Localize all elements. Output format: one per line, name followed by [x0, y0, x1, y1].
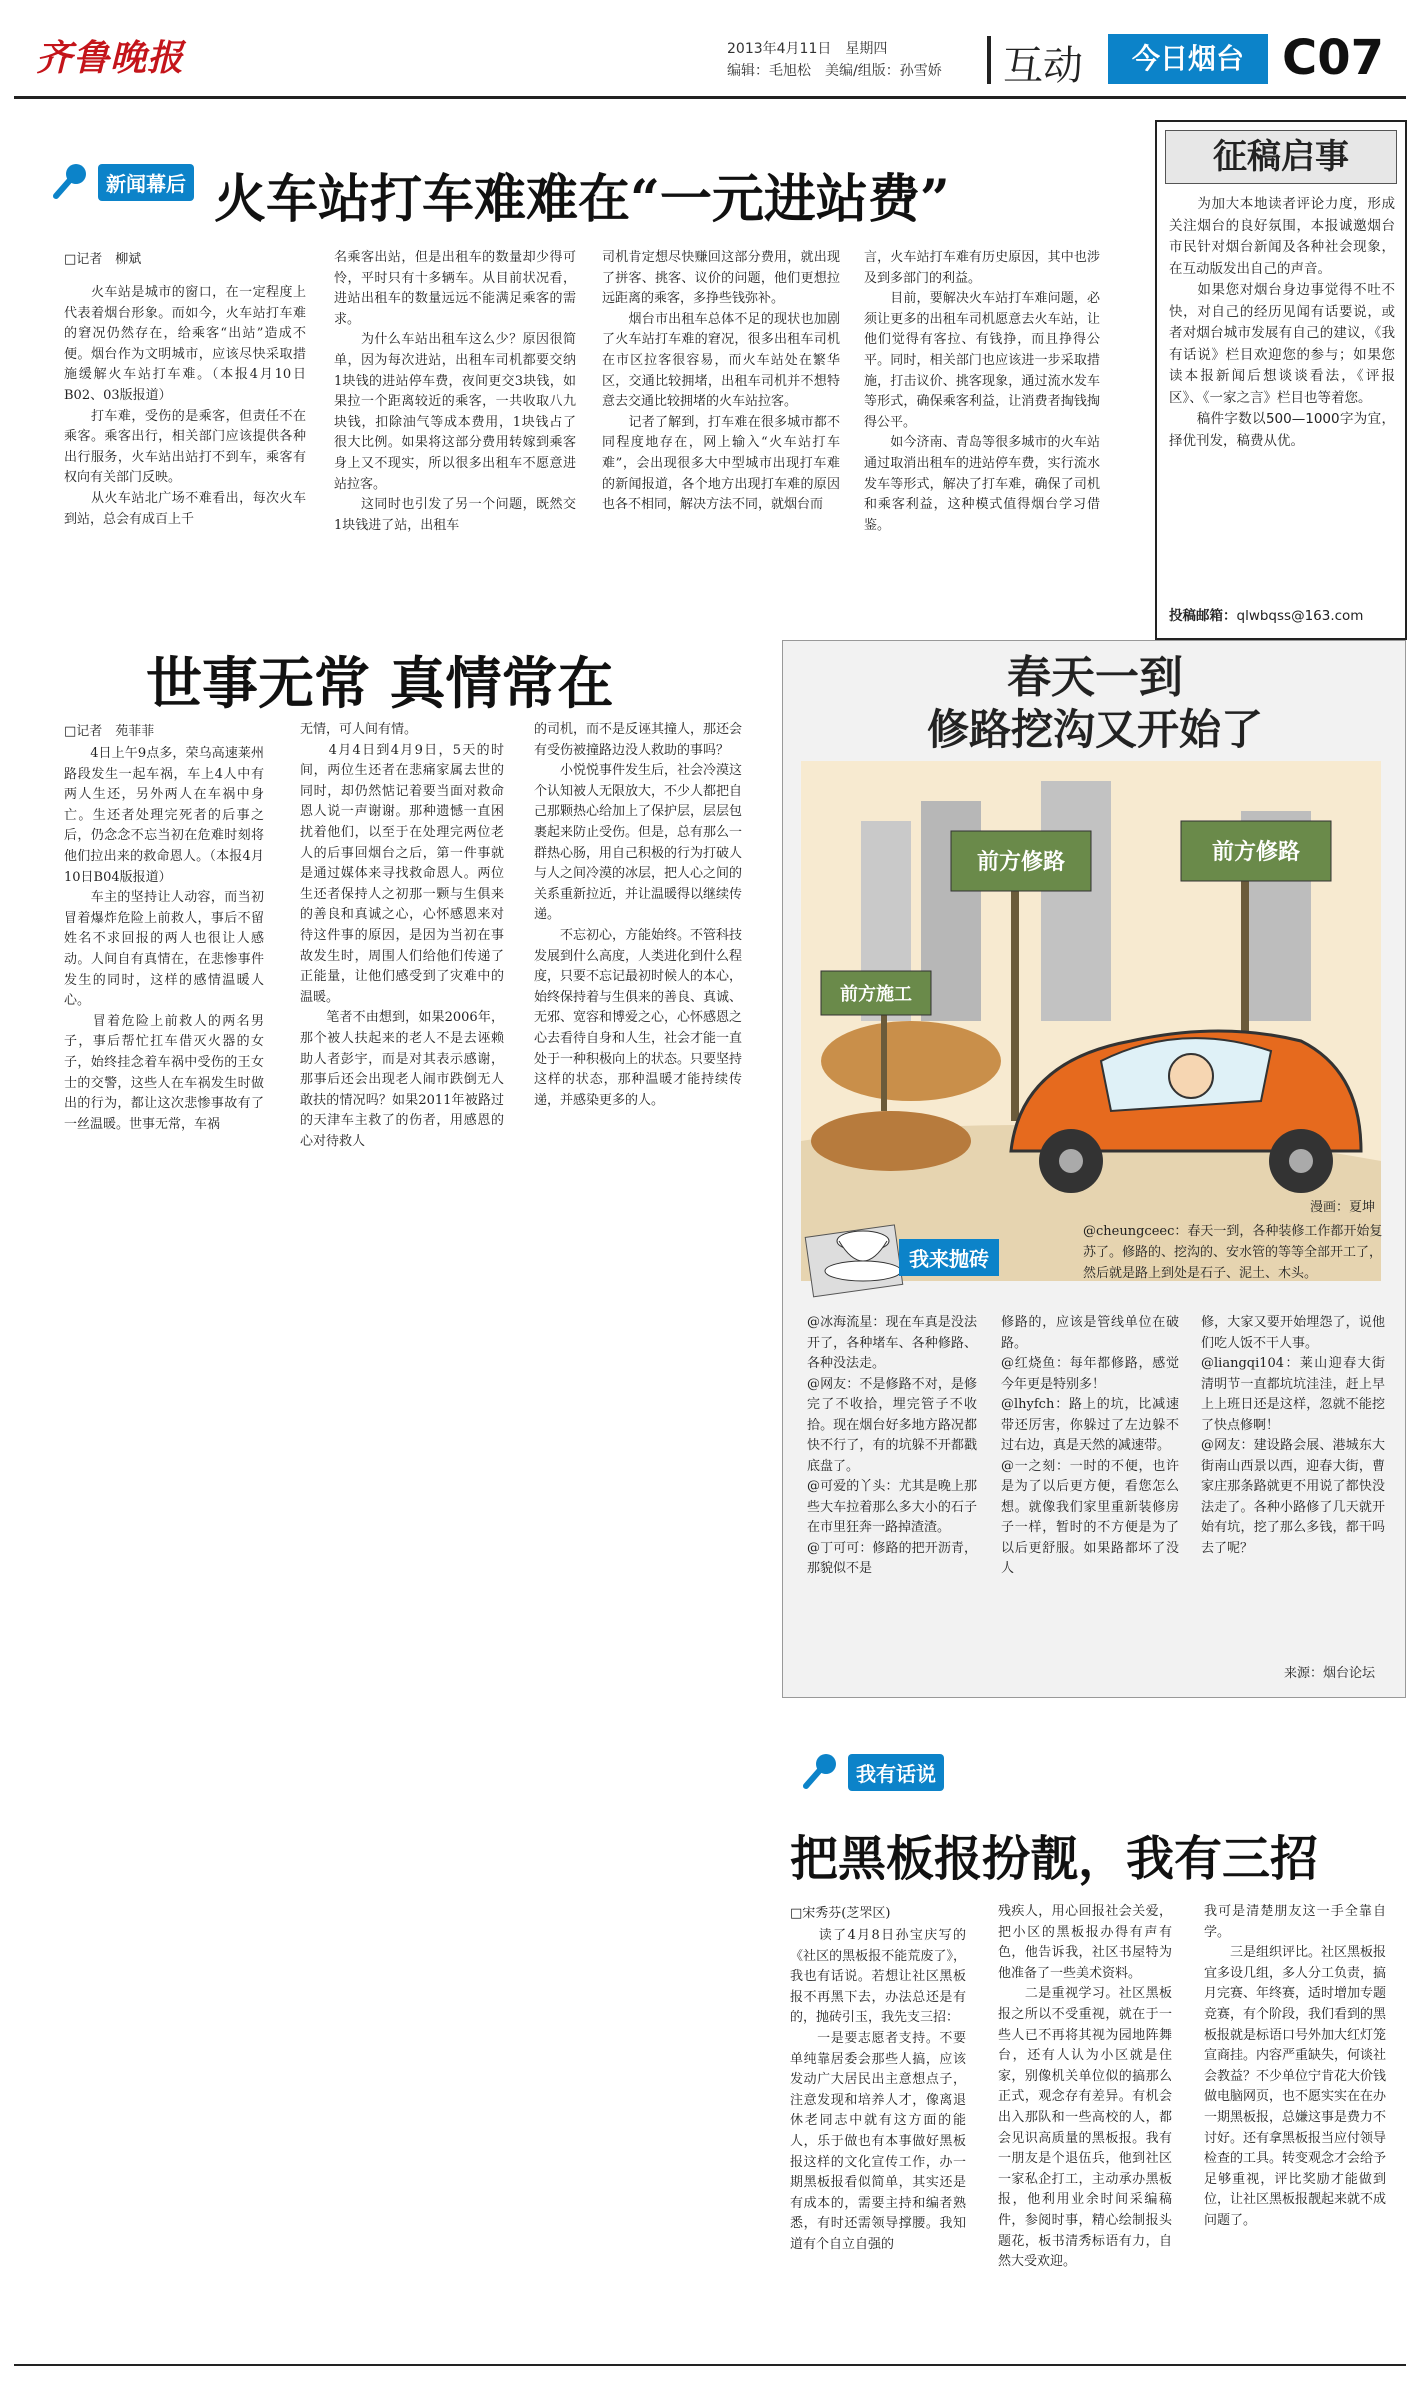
cartoon-illustration: [801, 721, 1381, 1281]
article2-column-1: 4日上午9点多，荣乌高速莱州路段发生一起车祸，车上4人中有两人生还，另外两人在车祸中身亡。生还者处理完死者的后事之后，仍念念不忘当初在危难时刻将他们拉出来的救命恩人。（本报4月10日B04版报道） 车主的坚持让人动容，而当初冒着爆炸危险上前救人，事后不留姓名不求回报的两人也很让人感动。人间自有真情在，在悲惨事件发生的同时，这样的感情温暖人心。 冒着危险上前救人的两名男子，事后帮忙扛车借灭火器的女子，始终挂念着车祸中受伤的王女士的交警，这些人在车祸发生时做出的行为，都让这次悲惨事故有了一丝温暖。世事无常，车祸: [64, 746, 264, 1132]
header-divider: [987, 36, 991, 84]
email-address[interactable]: qlwbqss@163.com: [1236, 608, 1364, 624]
comment-source: 来源：烟台论坛: [1283, 1666, 1375, 1681]
article2-column-2: 无情，可人间有情。 4月4日到4月9日，5天的时间，两位生还者在悲痛家属去世的同时，却仍然惦记着要当面对救命恩人说一声谢谢。那种遗憾一直困扰着他们，以至于在处理完两位老人的后事回烟台之后，第一件事就是通过媒体来寻找救命恩人。两位生还者保持人之初那一颗与生俱来的善良和真诚之心，心怀感恩来对待这件事的原因，是因为当初在事故发生时，周围人们给他们传递了正能量，让他们感受到了灾难中的温暖。 笔者不由想到，如果2006年，那个被人扶起来的老人不是去诬赖助人者彭宇，而是对其表示感谢，那事后还会出现老人闹市跌倒无人敢扶的情况吗？如果2011年被路过的天津车主救了的伤者，用感恩的心对待救人: [300, 722, 504, 1149]
road-sign-3: 前方施工: [840, 984, 912, 1005]
article1-byline: □记者 柳斌: [64, 252, 142, 267]
article3-column-1: 读了4月8日孙宝庆写的《社区的黑板报不能荒废了》，我也有话说。若想让社区黑板报不再黑下去，办法总还是有的，抛砖引玉，我先支三招： 一是要志愿者支持。不要单纯靠居委会那些人搞，应该发动广大居民出主意想点子，注意发现和培养人才，像离退休老同志中就有这方面的能人，乐于做也有本事做好黑板报这样的文化宣传工作，办一期黑板报看似简单，其实还是有成本的，需要主持和编者熟悉，有时还需领导撑腰。我知道有个自立自强的: [790, 1928, 966, 2252]
article3-headline: 把黑板报扮靓，我有三招: [790, 1831, 1319, 1887]
microphone-icon: [50, 160, 94, 204]
issue-date: 2013年4月11日 星期四: [727, 41, 888, 57]
lead-comment: @cheungceec：春天一到，各种装修工作都开始复苏了。修路的、挖沟的、安水管的等等全部开工了，然后就是路上到处是石子、泥土、木头。: [1083, 1224, 1383, 1281]
comment-column-2: 修路的，应该是管线单位在破路。 @红烧鱼：每年都修路，感觉今年更是特别多！ @lhyfch：路上的坑，比减速带还厉害，你躲过了左边躲不过右边，真是天然的减速带。 @一之刻：一时的不便，也许是为了以后更方便，看您怎么想。就像我们家里重新装修房子一样，暂时的不方便是为了以后更舒服。如果路都坏了没人: [1001, 1315, 1179, 1576]
brick-tag-label: 我来抛砖: [899, 1239, 999, 1276]
article2-headline: 世事无常 真情常在: [146, 651, 614, 717]
article1-column-4: 言，火车站打车难有历史原因，其中也涉及到多部门的利益。 目前，要解决火车站打车难问题，必须让更多的出租车司机愿意去火车站，让他们觉得有客拉、有钱挣，而且挣得公平。同时，相关部门也应该进一步采取措施，打击议价、挑客现象，通过流水发车等形式，确保乘客利益，让消费者掏钱掏得公平。 如今济南、青岛等很多城市的火车站通过取消出租车的进站停车费，实行流水发车等形式，解决了打车难，确保了司机和乘客利益，这种模式值得烟台学习借鉴。: [864, 250, 1100, 533]
article3-byline: □宋秀芬(芝罘区): [790, 1906, 891, 1921]
notice-title: 征稿启事: [1165, 130, 1397, 184]
section-name: 互动: [1003, 43, 1083, 89]
article1-headline: 火车站打车难难在“一元进站费”: [214, 169, 950, 230]
article1-column-2: 名乘客出站，但是出租车的数量却少得可怜，平时只有十多辆车。从目前状况看，进站出租车的数量远远不能满足乘客的需求。 为什么车站出租车这么少？原因很简单，因为每次进站，出租车司机都要交纳1块钱的进站停车费，夜间更交3块钱，如果拉一个距离较近的乘客，一共收取八九块钱，扣除油气等成本费用，1块钱占了很大比例。如果将这部分费用转嫁到乘客身上又不现实，所以很多出租车不愿意进站拉客。 这同时也引发了另一个问题，既然交1块钱进了站，出租车: [334, 250, 576, 533]
editors-credit: 编辑：毛旭松 美编/组版：孙雪娇: [727, 63, 942, 79]
notice-email: [1169, 604, 1363, 624]
cartoon-title-line1: 春天一到: [1007, 652, 1183, 703]
tag-i-have-words: [800, 1750, 944, 1794]
notice-body: 为加大本地读者评论力度，形成关注烟台的良好氛围，本报诚邀烟台市民针对烟台新闻及各种社会现象，在互动版发出自己的声音。 如果您对烟台身边事觉得不吐不快，对自己的经历见闻有话要说，或者对烟台城市发展有自己的建议，《我有话说》栏目欢迎您的参与；如果您读本报新闻后想谈谈看法，《评报区》、《一家之言》栏目也等着您。 稿件字数以500—1000字为宜，择优刊发，稿费从优。: [1169, 196, 1395, 449]
comment-column-3: 修，大家又要开始埋怨了，说他们吃人饭不干人事。 @liangqi104：莱山迎春大街清明节一直都坑坑洼洼，赶上早上上班日还是这样，忽就不能挖了快点修啊！ @网友：建设路会展、港城东大街南山西景以西，迎春大街，曹家庄那条路就更不用说了都快没法走了。各种小路修了几天就开始有坑，挖了那么多钱，都干吗去了呢？: [1201, 1315, 1385, 1556]
article3-column-3: 我可是清楚朋友这一手全靠自学。 三是组织评比。社区黑板报宜多设几组，多人分工负责，搞月完赛、年终赛，适时增加专题竞赛，有个阶段，我们看到的黑板报就是标语口号外加大红灯笼宣商挂。内容严重缺失，何谈社会教益？不少单位宁肯花大价钱做电脑网页，也不愿实实在在办一期黑板报，总嫌这事是费力不讨好。还有拿黑板报当应付领导检查的工具。转变观念才会给予足够重视，评比奖励才能做到位，让社区黑板报靓起来就不成问题了。: [1204, 1904, 1386, 2228]
cartoon-credit: 漫画：夏坤: [1309, 1200, 1375, 1215]
microphone-icon: [800, 1750, 844, 1794]
car-hubcap-front: [1059, 1149, 1083, 1173]
article1-column-1: 火车站是城市的窗口，在一定程度上代表着烟台形象。而如今，火车站打车难的窘况仍然存在，给乘客“出站”造成不便。烟台作为文明城市，应该尽快采取措施缓解火车站打车难。（本报4月10日B02、03版报道） 打车难，受伤的是乘客，但责任不在乘客。乘客出行，相关部门应该提供各种出行服务，火车站出站打不到车，乘客有权向有关部门反映。 从火车站北广场不难看出，每次火车到站，总会有成百上千: [64, 285, 306, 527]
masthead: [0, 0, 1417, 100]
page-number: C07: [1282, 30, 1385, 86]
building-3: [1041, 781, 1111, 1021]
road-sign-1: 前方修路: [976, 850, 1066, 875]
cartoon-title-line2: 修路挖沟又开始了: [926, 705, 1263, 754]
tag-label: 新闻幕后: [98, 164, 194, 201]
dirt-mound-1: [821, 1021, 1001, 1101]
footer-rule: [14, 2364, 1406, 2366]
article2-column-3: 的司机，而不是反诬其撞人，那还会有受伤被撞路边没人救助的事吗？ 小悦悦事件发生后，社会冷漠这个认知被人无限放大，不少人都把自己那颗热心给加上了保护层，层层包裹起来防止受伤。但是，总有那么一群热心肠，用自己积极的行为打破人与人之间冷漠的冰层，把人心之间的关系重新拉近，并让温暖得以继续传递。 不忘初心，方能始终。不管科技发展到什么高度，人类进化到什么程度，只要不忘记最初时候人的本心，始终保持着与生俱来的善良、真诚、无邪、宽容和博爱之心，心怀感恩之心去看待自身和人生，社会才能一直处于一种积极向上的状态。只要坚持这样的状态，那种温暖才能持续传递，并感染更多的人。: [534, 722, 742, 1108]
brick-tag: [803, 1201, 993, 1311]
comment-column-1: @冰海流星：现在车真是没法开了，各种堵车、各种修路、各种没法走。 @网友：不是修路不对，是修完了不收拾，埋完管子不收拾。现在烟台好多地方路况都快不行了，有的坑躲不开都戳底盘了。 @可爱的丫头：尤其是晚上那些大车拉着那么多大小的石子在市里狂奔一路掉渣渣。 @丁可可：修路的把开沥青，那貌似不是: [807, 1315, 977, 1576]
article1-column-3: 司机肯定想尽快赚回这部分费用，就出现了拼客、挑客、议价的问题，他们更想拉远距离的乘客，多挣些钱弥补。 烟台市出租车总体不足的现状也加剧了火车站打车难的窘况，很多出租车司机在市区拉客很容易，而火车站处在繁华区，交通比较拥堵，出租车司机并不想特意去交通比较拥堵的火车站拉客。 记者了解到，打车难在很多城市都不同程度地存在，网上输入“火车站打车难”，会出现很多大中型城市出现打车难的新闻报道，各个地方出现打车难的原因也各不相同，解决方法不同，就烟台而: [602, 250, 840, 513]
tag-news-behind: [50, 160, 194, 204]
call-for-papers-box: [1155, 120, 1407, 640]
car-driver: [1169, 1054, 1213, 1098]
masthead-rule: [14, 96, 1406, 99]
email-label: 投稿邮箱：: [1169, 608, 1237, 624]
forum-box: [782, 640, 1406, 1698]
article3-column-2: 残疾人，用心回报社会关爱，把小区的黑板报办得有声有色，他告诉我，社区书屋特为他准备了一些美术资料。 二是重视学习。社区黑板报之所以不受重视，就在于一些人已不再将其视为园地阵舞台，还有人认为小区就是住家，别像机关单位似的搞那么正式，观念存有差异。有机会出入那队和一些高校的人，都会见识高质量的黑板报。我有一朋友是个退伍兵，他到社区一家私企打工，主动承办黑板报，他利用业余时间采编稿件，参阅时事，精心绘制报头题花，板书清秀标语有力，自然大受欢迎。: [998, 1904, 1172, 2270]
car-hubcap-back: [1289, 1149, 1313, 1173]
dirt-mound-2: [811, 1111, 971, 1171]
tag-label: 我有话说: [848, 1754, 944, 1791]
sign-post-1: [1011, 871, 1019, 1121]
road-sign-2: 前方修路: [1211, 840, 1301, 865]
section-badge: 今日烟台: [1108, 34, 1268, 84]
article2-byline: □记者 苑菲菲: [64, 724, 155, 739]
newspaper-logo: 齐鲁晚报: [36, 37, 185, 79]
